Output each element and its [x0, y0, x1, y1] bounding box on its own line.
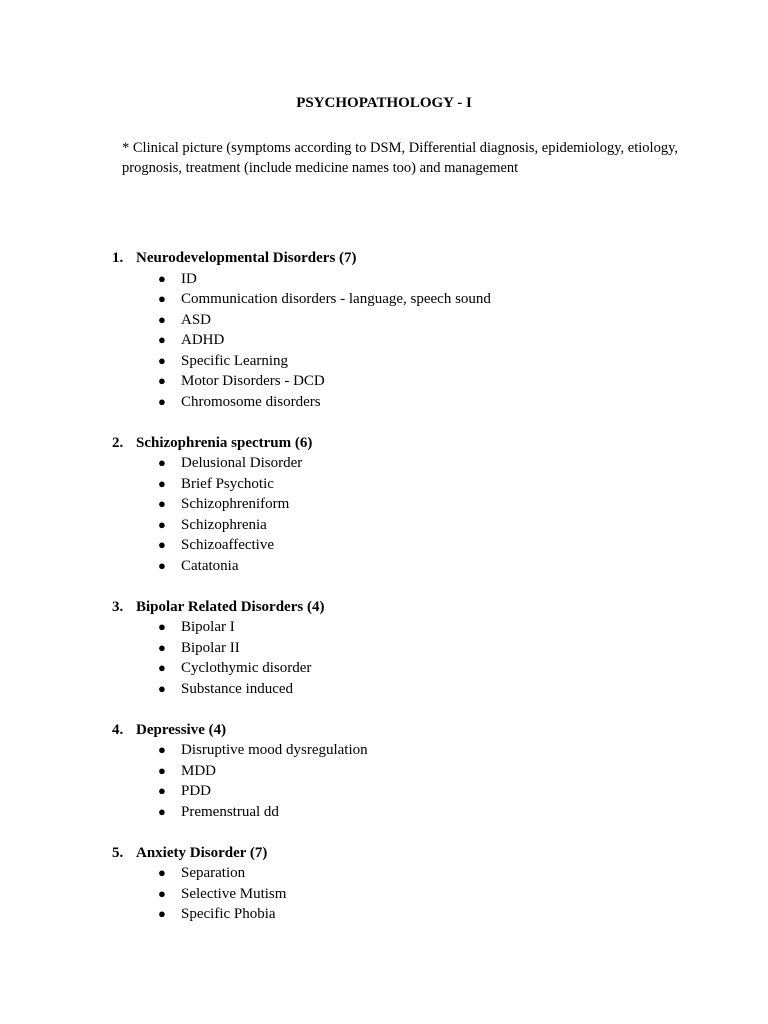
- section-title: Schizophrenia spectrum (6): [136, 434, 313, 451]
- bullet-icon: ●: [158, 352, 166, 368]
- list-item: [0, 494, 768, 515]
- bullet-icon: ●: [158, 291, 166, 306]
- list-item-text: ADHD: [181, 332, 225, 348]
- bullet-icon: ●: [158, 762, 166, 778]
- bullet-icon: ●: [158, 803, 166, 819]
- section-number: 5.: [112, 844, 124, 861]
- list-item: [0, 535, 768, 556]
- list-item: [0, 781, 768, 802]
- numbered-section: [0, 597, 768, 700]
- list-item: [0, 761, 768, 782]
- bullet-icon: ●: [158, 332, 166, 347]
- intro-paragraph: [122, 139, 682, 178]
- bullet-icon: ●: [158, 270, 166, 286]
- intro-line: prognosis, treatment (include medicine names too) and management: [122, 159, 519, 176]
- bullet-icon: ●: [158, 619, 166, 634]
- bullet-icon: ●: [158, 557, 166, 573]
- section-number: 1.: [112, 250, 124, 266]
- list-item-text: Selective Mutism: [181, 885, 287, 902]
- list-item-text: Bipolar II: [181, 639, 240, 656]
- list-item-text: ASD: [181, 311, 212, 328]
- section-title: Anxiety Disorder (7): [136, 844, 268, 861]
- list-item: [0, 371, 768, 392]
- list-item: [0, 515, 768, 536]
- numbered-section: [0, 248, 768, 412]
- list-item-text: Motor Disorders - DCD: [181, 373, 325, 389]
- bullet-icon: ●: [158, 496, 166, 511]
- list-item-text: Separation: [181, 865, 246, 881]
- list-item-text: Schizophreniform: [181, 496, 290, 512]
- bullet-icon: ●: [158, 680, 166, 696]
- numbered-section: [0, 720, 768, 823]
- section-number: 3.: [112, 598, 124, 615]
- list-item: [0, 310, 768, 331]
- list-item-text: Cyclothymic disorder: [181, 660, 312, 676]
- bullet-icon: ●: [158, 865, 166, 880]
- list-item-text: Schizophrenia: [181, 516, 267, 533]
- list-item-text: Specific Phobia: [181, 906, 276, 922]
- bullet-icon: ●: [158, 311, 166, 327]
- bullet-icon: ●: [158, 660, 166, 675]
- list-item: [0, 289, 768, 310]
- bullet-icon: ●: [158, 537, 166, 552]
- list-item: [0, 863, 768, 884]
- section-number: 2.: [112, 434, 124, 451]
- list-item: [0, 904, 768, 925]
- list-item-text: Communication disorders - language, speech sound: [181, 291, 491, 307]
- list-item-text: Delusional Disorder: [181, 455, 303, 471]
- bullet-icon: ●: [158, 742, 166, 757]
- numbered-section: [0, 433, 768, 577]
- list-item-text: Catatonia: [181, 557, 239, 574]
- list-item-text: Premenstrual dd: [181, 803, 279, 820]
- list-item: [0, 453, 768, 474]
- list-item: [0, 556, 768, 577]
- list-item: [0, 884, 768, 905]
- bullet-icon: ●: [158, 373, 166, 388]
- list-item: [0, 658, 768, 679]
- list-item: [0, 269, 768, 290]
- page-title: PSYCHOPATHOLOGY - I: [296, 95, 472, 111]
- list-item: [0, 617, 768, 638]
- bullet-icon: ●: [158, 516, 166, 532]
- list-item: [0, 740, 768, 761]
- section-heading: [0, 248, 768, 269]
- list-item-text: ID: [181, 270, 197, 287]
- section-title: Neurodevelopmental Disorders (7): [136, 250, 357, 266]
- list-item-text: Brief Psychotic: [181, 475, 274, 492]
- section-number: 4.: [112, 721, 124, 738]
- bullet-icon: ●: [158, 885, 166, 901]
- section-heading: [0, 720, 768, 741]
- list-item: [0, 638, 768, 659]
- list-item: [0, 351, 768, 372]
- section-heading: [0, 433, 768, 454]
- bullet-icon: ●: [158, 475, 166, 491]
- bullet-icon: ●: [158, 393, 166, 409]
- list-item-text: Bipolar I: [181, 619, 235, 635]
- section-heading: [0, 843, 768, 864]
- list-item: [0, 330, 768, 351]
- list-item-text: MDD: [181, 762, 217, 779]
- intro-line: * Clinical picture (symptoms according to DSM, Differential diagnosis, epidemiology, etiology,: [122, 140, 679, 156]
- list-item-text: PDD: [181, 783, 212, 799]
- list-item-text: Substance induced: [181, 680, 294, 697]
- section-heading: [0, 597, 768, 618]
- bullet-icon: ●: [158, 783, 166, 798]
- bullet-icon: ●: [158, 455, 166, 470]
- section-title: Depressive (4): [136, 721, 227, 738]
- numbered-section: [0, 843, 768, 925]
- list-item-text: Specific Learning: [181, 352, 289, 369]
- list-item: [0, 392, 768, 413]
- list-item-text: Chromosome disorders: [181, 393, 321, 410]
- bullet-icon: ●: [158, 906, 166, 921]
- section-title: Bipolar Related Disorders (4): [136, 598, 325, 615]
- bullet-icon: ●: [158, 639, 166, 655]
- list-item: [0, 679, 768, 700]
- list-item-text: Schizoaffective: [181, 537, 275, 553]
- list-item: [0, 474, 768, 495]
- section-list: [0, 248, 768, 945]
- list-item: [0, 802, 768, 823]
- list-item-text: Disruptive mood dysregulation: [181, 742, 368, 758]
